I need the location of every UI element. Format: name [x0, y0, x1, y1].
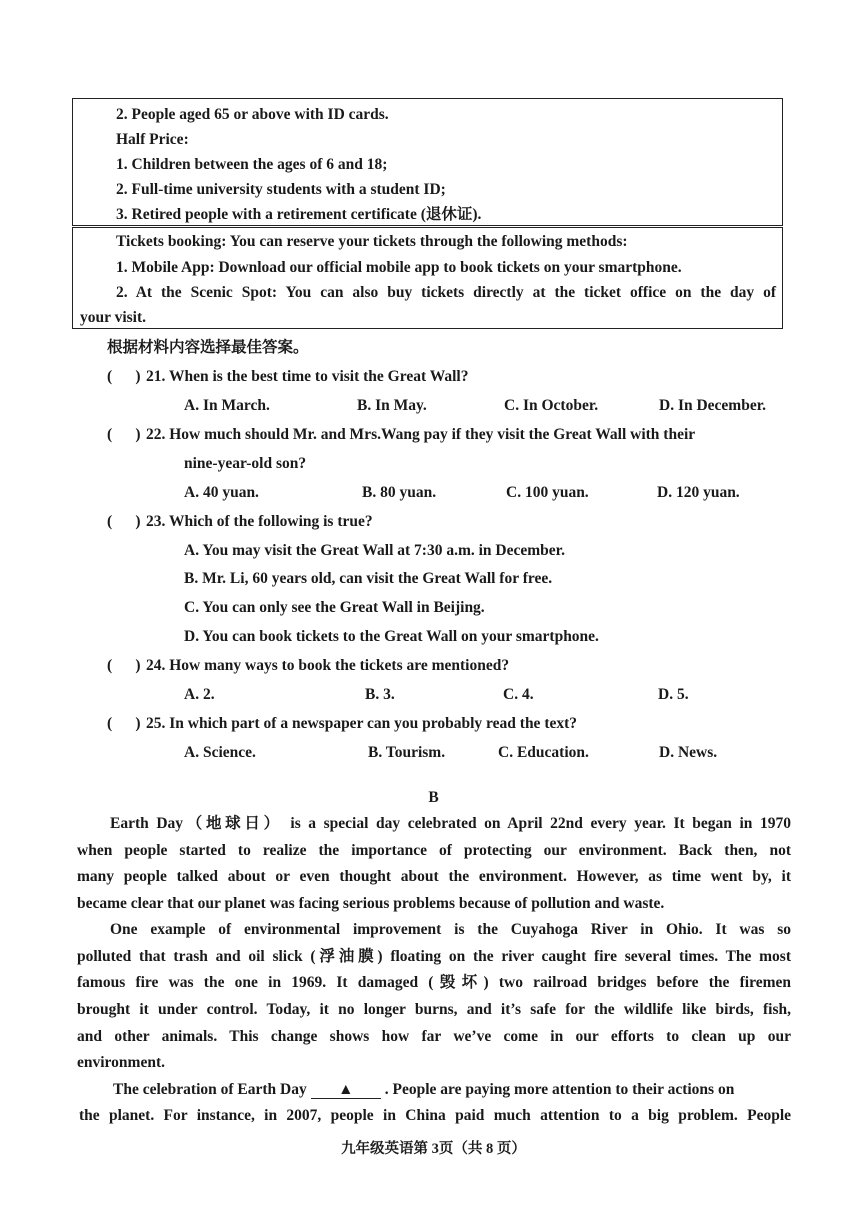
question-24-stem: 24. How many ways to book the tickets are mentioned?	[146, 657, 510, 674]
q22-option-a: A. 40 yuan.	[184, 484, 259, 501]
box2-line-3: 2. At the Scenic Spot: You can also buy tickets directly at the ticket office on the day of	[116, 284, 776, 301]
answer-blank-22[interactable]: ( )	[107, 426, 141, 443]
q25-option-d: D. News.	[659, 744, 718, 761]
p2-line-4: brought it under control. Today, it no longer burns, and it’s safe for the wildlife like birds, fish,	[77, 1001, 791, 1018]
box2-line-4: your visit.	[80, 309, 147, 326]
box1-line-2: Half Price:	[116, 131, 189, 148]
q24-option-d: D. 5.	[658, 686, 689, 703]
box1-line-3: 1. Children between the ages of 6 and 18;	[116, 156, 388, 173]
p2-line-6: environment.	[77, 1054, 165, 1071]
q25-option-a: A. Science.	[184, 744, 256, 761]
box1-line-5: 3. Retired people with a retirement certificate (退休证).	[116, 206, 482, 223]
q21-option-c: C. In October.	[504, 397, 599, 414]
q23-option-c: C. You can only see the Great Wall in Beijing.	[184, 599, 485, 616]
box1-line-4: 2. Full-time university students with a student ID;	[116, 181, 446, 198]
q21-option-b: B. In May.	[357, 397, 427, 414]
box1-line-1: 2. People aged 65 or above with ID cards.	[116, 106, 389, 123]
q23-option-a: A. You may visit the Great Wall at 7:30 a.m. in December.	[184, 542, 566, 559]
instruction: 根据材料内容选择最佳答案。	[107, 339, 309, 356]
q25-option-b: B. Tourism.	[368, 744, 446, 761]
question-22-stem: 22. How much should Mr. and Mrs.Wang pay if they visit the Great Wall with their	[146, 426, 696, 443]
question-22-stem-cont: nine-year-old son?	[184, 455, 307, 472]
q21-option-a: A. In March.	[184, 397, 270, 414]
q24-option-c: C. 4.	[503, 686, 534, 703]
q22-option-b: B. 80 yuan.	[362, 484, 437, 501]
answer-blank-triangle[interactable]: ▲	[311, 1082, 381, 1099]
p1-line-3: many people talked about or even thought about the environment. However, as time went by, it	[77, 868, 791, 885]
question-23-stem: 23. Which of the following is true?	[146, 513, 373, 530]
q21-option-d: D. In December.	[659, 397, 767, 414]
question-21-stem: 21. When is the best time to visit the Great Wall?	[146, 368, 469, 385]
p2-line-5: and other animals. This change shows how far we’ve come in our efforts to clean up our	[77, 1028, 791, 1045]
p2-line-1: One example of environmental improvement is the Cuyahoga River in Ohio. It was so	[110, 921, 791, 938]
answer-blank-24[interactable]: ( )	[107, 657, 141, 674]
p3-text-before: The celebration of Earth Day	[113, 1081, 307, 1098]
q22-option-d: D. 120 yuan.	[657, 484, 740, 501]
p1-line-4: became clear that our planet was facing serious problems because of pollution and waste.	[77, 895, 665, 912]
p1-line-1: Earth Day（地球日） is a special day celebrated on April 22nd every year. It began in 1970	[110, 815, 791, 832]
p3-line-1	[113, 1080, 734, 1100]
q23-option-d: D. You can book tickets to the Great Wall on your smartphone.	[184, 628, 599, 645]
answer-blank-23[interactable]: ( )	[107, 513, 141, 530]
answer-blank-21[interactable]: ( )	[107, 368, 141, 385]
p1-line-2: when people started to realize the importance of protecting our environment. Back then, not	[77, 842, 791, 859]
q22-option-c: C. 100 yuan.	[506, 484, 589, 501]
q24-option-a: A. 2.	[184, 686, 215, 703]
p3-line-2: the planet. For instance, in 2007, people in China paid much attention to a big problem. People	[79, 1107, 791, 1124]
q23-option-b: B. Mr. Li, 60 years old, can visit the Great Wall for free.	[184, 570, 553, 587]
q24-option-b: B. 3.	[365, 686, 395, 703]
p3-text-after: . People are paying more attention to their actions on	[384, 1081, 735, 1098]
question-25-stem: 25. In which part of a newspaper can you probably read the text?	[146, 715, 578, 732]
answer-blank-25[interactable]: ( )	[107, 715, 141, 732]
p2-line-2: polluted that trash and oil slick (浮油膜) floating on the river caught fire several times. The most	[77, 948, 791, 965]
q25-option-c: C. Education.	[498, 744, 589, 761]
box2-line-2: 1. Mobile App: Download our official mobile app to book tickets on your smartphone.	[116, 259, 682, 276]
page-footer: 九年级英语第 3页（共 8 页）	[341, 1141, 526, 1157]
p2-line-3: famous fire was the one in 1969. It damaged (毁坏) two railroad bridges before the firemen	[77, 974, 791, 991]
section-heading: B	[428, 789, 439, 806]
box2-line-1: Tickets booking: You can reserve your tickets through the following methods:	[116, 233, 628, 250]
